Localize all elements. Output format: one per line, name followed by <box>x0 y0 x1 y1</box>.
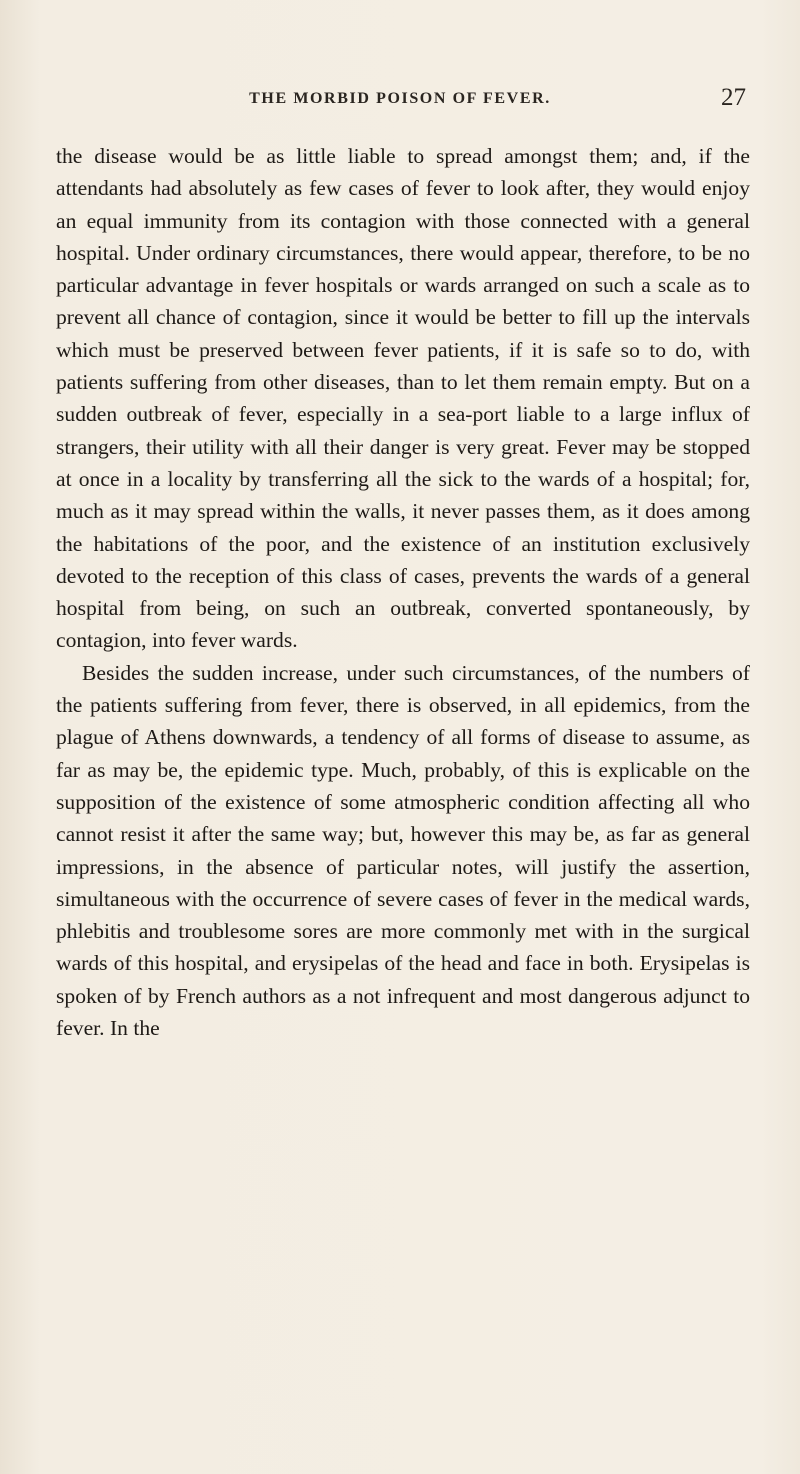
running-head <box>0 84 800 120</box>
page-number: 27 <box>721 84 746 111</box>
paragraph-besides: Besides the sudden increase, under such circumstances, of the numbers of the patients suffering from fever, there is observed, in all epidemics, from the plague of Athens downwards, a tendency of all forms of disease to assume, as far as may be, the epidemic type. Much, probably, of this is explicable on the supposition of the existence of some atmospheric condition affecting all who cannot resist it after the same way; but, however this may be, as far as general impressions, in the absence of particular notes, will justify the assertion, simultaneous with the occurrence of severe cases of fever in the medical wards, phlebitis and troublesome sores are more commonly met with in the surgical wards of this hospital, and erysipelas of the head and face in both. Erysipelas is spoken of by French authors as a not infrequent and most dangerous adjunct to fever. In the <box>56 660 750 1041</box>
body-text <box>56 140 750 1044</box>
running-title: THE MORBID POISON OF FEVER. <box>249 90 551 107</box>
paragraph-continued: the disease would be as little liable to spread amongst them; and, if the attendants had absolutely as few cases of fever to look after, they would enjoy an equal immunity from its contagion with those connected with a general hospital. Under ordinary circumstances, there would appear, therefore, to be no particular advantage in fever hospitals or wards arranged on such a scale as to prevent all chance of contagion, since it would be better to fill up the intervals which must be preserved between fever patients, if it is safe so to do, with patients suffering from other diseases, than to let them remain empty. But on a sudden outbreak of fever, especially in a sea-port liable to a large influx of strangers, their utility with all their danger is very great. Fever may be stopped at once in a locality by transferring all the sick to the wards of a hospital; for, much as it may spread within the walls, it never passes them, as it does among the habitations of the poor, and the existence of an institution exclusively devoted to the reception of this class of cases, prevents the wards of a general hospital from being, on such an outbreak, converted spontaneously, by contagion, into fever wards. <box>56 144 750 653</box>
